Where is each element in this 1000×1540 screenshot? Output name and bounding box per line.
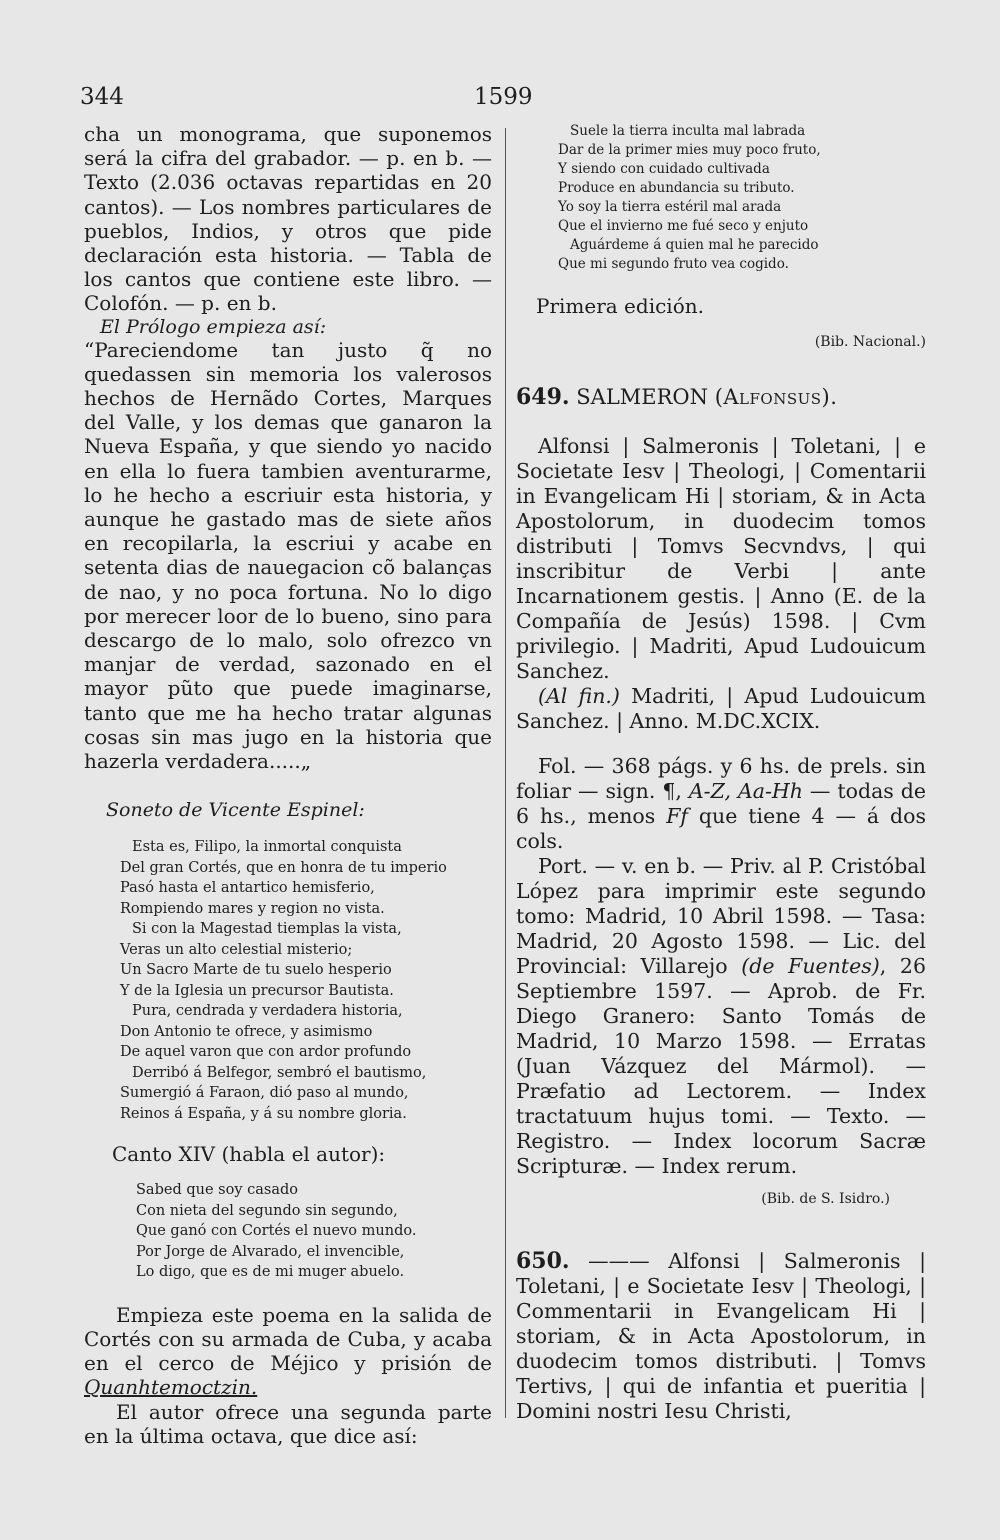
right-column (516, 122, 926, 1424)
left-column (84, 122, 492, 1448)
canto-heading: Canto XIV (habla el autor): (112, 1142, 386, 1167)
verse-line: Si con la Magestad tiemplas la vista, (132, 921, 402, 938)
verse-line: Pura, cendrada y verdadera historia, (132, 1003, 403, 1020)
prologo-heading: El Prólogo empieza así: (100, 315, 327, 338)
verse-line: Yo soy la tierra estéril mal arada (558, 199, 782, 215)
empieza-paragraph (84, 1303, 492, 1400)
collation-text: Fol. — 368 págs. y 6 hs. de prels. sin foliar — sign. ¶, (516, 754, 926, 803)
verse-line: Que mi segundo fruto vea cogido. (558, 256, 789, 272)
entry-649-contents (516, 854, 926, 1179)
verse-line: Que el invierno me fué seco y enjuto (558, 218, 809, 234)
entry-649-heading (516, 384, 926, 410)
signature-range: A-Z, Aa-Hh (688, 779, 803, 803)
entry-649-colophon (516, 684, 926, 734)
verse-line: Produce en abundancia su tributo. (558, 180, 795, 196)
ditto-dash: ——— (588, 1249, 650, 1273)
octava-verse (558, 122, 926, 274)
al-fin-label: (Al fin.) (538, 684, 620, 708)
verse-line: Lo digo, que es de mi muger abuelo. (136, 1264, 405, 1281)
column-divider (505, 128, 506, 1418)
canto-verse (136, 1180, 492, 1283)
verse-line: Dar de la primer mies muy poco fruto, (558, 142, 821, 158)
verse-line: Rompiendo mares y region no vista. (120, 900, 385, 917)
entry-649-collation (516, 754, 926, 854)
primera-edicion: Primera edición. (536, 294, 704, 318)
verse-line: Derribó á Belfegor, sembró el bautismo, (132, 1064, 427, 1081)
verse-line: Don Antonio te ofrece, y asimismo (120, 1023, 373, 1040)
entry-650-text: Alfonsi | Salmeronis | Toletani, | e Societate Iesv | Theologi, | Commentarii in Evangelicam Hi | storiam, & in Acta Apostolorum, in duodecim tomos distributi. | Tomvs Tertivs, | qui de infantia et pueritia | Domini nostri Iesu Christi, (516, 1249, 926, 1423)
verse-line: De aquel varon que con ardor profundo (120, 1044, 412, 1061)
soneto-verse (120, 837, 492, 1124)
collation-text: — todas de 6 hs., menos (516, 779, 927, 828)
library-source: (Bib. de S. Isidro.) (761, 1191, 890, 1207)
contents-italic: (de Fuentes) (741, 954, 880, 978)
empieza-text: Empieza este poema en la salida de Cortés con su armada de Cuba, y acaba en el cerco de Méjico y prisión de (84, 1302, 492, 1376)
verse-line: Del gran Cortés, que en honra de tu imperio (120, 859, 447, 876)
library-source: (Bib. Nacional.) (814, 334, 926, 350)
running-year: 1599 (474, 84, 533, 110)
verse-line: Un Sacro Marte de tu suelo hesperio (120, 962, 392, 979)
verse-line: Aguárdeme á quien mal he parecido (570, 237, 819, 253)
verse-line: Que ganó con Cortés el nuevo mundo. (136, 1223, 417, 1240)
entry-650 (516, 1249, 926, 1424)
signature-exception: Ff (666, 804, 689, 828)
collation-text: que tiene 4 — á dos cols. (516, 804, 926, 853)
verse-line: Sumergió á Faraon, dió paso al mundo, (120, 1085, 409, 1102)
verse-line: Veras un alto celestial misterio; (120, 941, 353, 958)
contents-text: , 26 Septiembre 1597. — Aprob. de Fr. Diego Granero: Santo Tomás de Madrid, 10 Marzo 1598. — Erratas (Juan Vázquez del Mármol). — Præfatio ad Lectorem. — Index tractatuum hujus tomi. — Texto. — Registro. — Index locorum Sacræ Scripturæ. — Index rerum. (516, 954, 927, 1178)
prologo-text: “Pareciendome tan justo q̃ no quedassen sin memoria los valerosos hechos de Hernãdo Cortes, Marques del Valle, y los demas que ganaron la Nueva España, y que siendo yo nacido en ella lo fuera tambien aventurarme, lo he hecho a escriuir esta historia, y aunque he gastado mas de siete años en recopilarla, la escriui y acabe en setenta dias de nauegacion cõ balanças de nao, y no poca fortuna. No lo digo por merecer loor de lo bueno, sino para descargo de lo malo, solo ofrezco vn manjar de verdad, sazonado en el mayor pũto que puede imaginarse, tanto que me ha hecho tratar algunas cosas sin mas jugo en la historia que hazerla verdadera.....„ (84, 337, 492, 774)
verse-line: Esta es, Filipo, la inmortal conquista (132, 839, 402, 856)
verse-line: Suele la tierra inculta mal labrada (570, 123, 806, 139)
entry-number: 649. (516, 384, 570, 410)
author-surname: SALMERON (576, 385, 709, 409)
verse-line: Reinos á España, y á su nombre gloria. (120, 1105, 407, 1122)
verse-line: Por Jorge de Alvarado, el invencible, (136, 1243, 405, 1260)
verse-line: Pasó hasta el antartico hemisferio, (120, 880, 375, 897)
verse-line: Y de la Iglesia un precursor Bautista. (120, 982, 394, 999)
empieza-name: Quanhtemoctzin. (84, 1375, 258, 1400)
entry-number: 650. (516, 1248, 570, 1274)
page-number: 344 (80, 84, 124, 110)
colophon-text: Madriti, | Apud Ludouicum Sanchez. | Anno. M.DC.XCIX. (516, 684, 926, 733)
soneto-heading: Soneto de Vicente Espinel: (106, 799, 365, 822)
author-forename: (Alfonsus). (714, 385, 838, 409)
entry-649-title: Alfonsi | Salmeronis | Toletani, | e Societate Iesv | Theologi, | Comentarii in Evangelicam Hi | storiam, & in Acta Apostolorum, in duodecim tomos distributi | Tomvs Secvndvs, | qui inscribitur de Verbi | ante Incarnationem gestis. | Anno (E. de la Compañía de Jesús) 1598. | Cvm privilegio. | Madriti, Apud Ludouicum Sanchez. (516, 434, 926, 683)
contents-text: Port. — v. en b. — Priv. al P. Cristóbal López para imprimir este segundo tomo: Madrid, 10 Abril 1598. — Tasa: Madrid, 20 Agosto 1598. — Lic. del Provincial: Villarejo (516, 854, 926, 978)
verse-line: Y siendo con cuidado cultivada (558, 161, 770, 177)
verse-line: Sabed que soy casado (136, 1182, 298, 1199)
verse-line: Con nieta del segundo sin segundo, (136, 1202, 398, 1219)
autor-paragraph: El autor ofrece una segunda parte en la última octava, que dice así: (84, 1399, 492, 1448)
collation-paragraph: cha un monograma, que suponemos será la cifra del grabador. — p. en b. — Texto (2.036 octavas repartidas en 20 cantos). — Los nombres particulares de pueblos, Indios, y otros que pide declaración esta historia. — Tabla de los cantos que contiene este libro. — Colofón. — p. en b. (84, 122, 492, 316)
